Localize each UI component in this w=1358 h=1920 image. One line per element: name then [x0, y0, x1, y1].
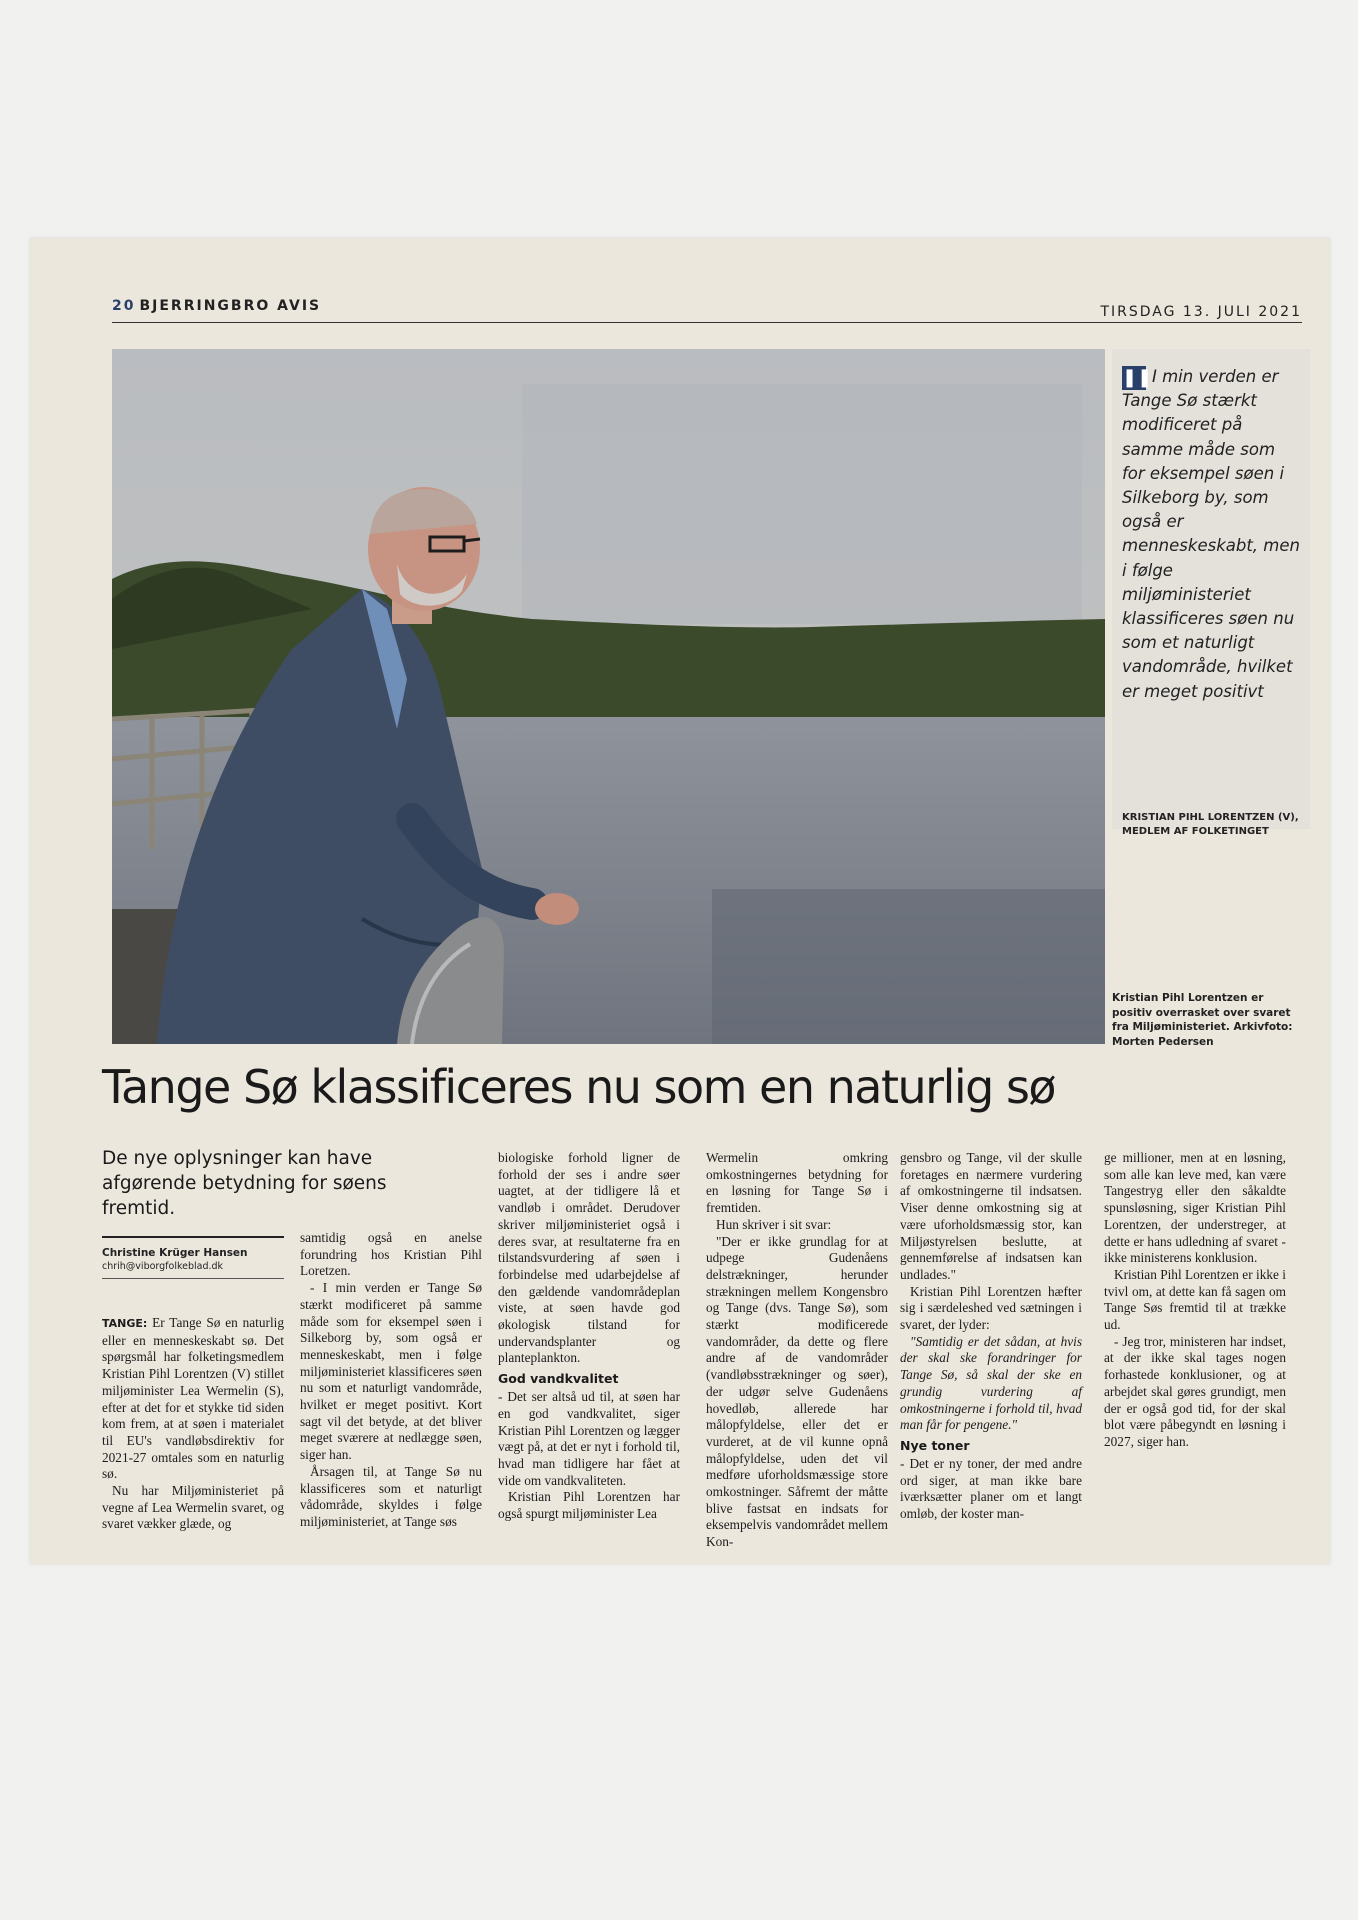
page-number: 20	[112, 298, 136, 314]
paragraph: Årsagen til, at Tange Sø nu klassificeres som et naturligt vådområde, skyldes i følge miljøministeriet, at Tange søs	[300, 1463, 482, 1529]
subheading: God vandkvalitet	[498, 1371, 619, 1387]
subheading: Nye toner	[900, 1437, 970, 1453]
body-column-6	[1104, 1150, 1286, 1451]
dateline: TANGE:	[102, 1317, 148, 1330]
body-column-3	[498, 1150, 680, 1523]
paragraph: Nu har Miljøministeriet på vegne af Lea Wermelin svaret, og svaret vækker glæde, og	[102, 1483, 284, 1532]
quote-mark-icon: ❚❚	[1122, 367, 1153, 388]
paragraph: biologiske forhold ligner de forhold der ses i andre søer uagtet, at der tidligere lå et vandløb i området. Derudover skriver miljøministeriet også i deres svar, at resultaterne fra en tilstandsvurdering af søen i forbindelse med udarbejdelse af den gældende vandområdeplan viste, at søen havde god økologisk tilstand for undervandsplanter og planteplankton.	[498, 1150, 680, 1366]
publication-name: BJERRINGBRO AVIS	[139, 298, 322, 314]
paragraph: gensbro og Tange, vil der skulle foretages en nærmere vurdering af omkostningerne til indsatsen. Viser denne omkostning sig at være uforholdsmæssig stor, kan Miljøstyrelsen beslutte, at gennemførelse af indsatsen kan undlades."	[900, 1150, 1082, 1282]
paragraph: Er Tange Sø en naturlig eller en menneskeskabt sø. Det spørgsmål har folketingsmedlem Kristian Pihl Lorentzen (V) stillet miljøminister Lea Wermelin (S), efter at det for et stykke tid siden kom frem, at at søen i materialet til EU's vandløbsdirektiv for 2021-27 omtales som en naturlig sø.	[102, 1315, 284, 1482]
paragraph: Kristian Pihl Lorentzen er ikke i tvivl om, at dette kan få sagen om Tange Søs fremtid til at trække ud.	[1104, 1266, 1286, 1333]
body-column-4	[706, 1150, 888, 1551]
paragraph: Kristian Pihl Lorentzen hæfter sig i særdeleshed ved sætningen i svaret, der lyder:	[900, 1283, 1082, 1333]
photo-caption: Kristian Pihl Lorentzen er positiv overrasket over svaret fra Miljøministeriet. Arkivfoto: Morten Pedersen	[1112, 992, 1293, 1048]
pull-quote-text: I min verden er Tange Sø stærkt modificeret på samme måde som for eksempel søen i Silkeborg by, som også er menneskeskabt, men i følge miljøministeriet klassificeres søen nu som et naturligt vandområde, hvilket er meget positivt	[1122, 367, 1300, 701]
paragraph: samtidig også en anelse forundring hos Kristian Pihl Loretzen.	[300, 1230, 482, 1279]
paragraph: "Der er ikke grundlag for at udpege Gudenåens delstrækninger, herunder strækningen mellem Kongensbro og Tange (dvs. Tange Sø), som stærkt modificerede vandområder, da dette og flere andre af de vandområder (vandløbsstrækninger og søer), der udgør selve Gudenåens hovedløb, allerede har målopfyldelse, eller det er vurderet, at de vil kunne opnå målopfyldelse, uden det vil medføre uforholdsmæssige store omkostninger. Såfremt der måtte blive fastsat en indsats for eksempelvis vandområdet mellem Kon-	[706, 1233, 888, 1550]
paragraph: - Det ser altså ud til, at søen har en god vandkvalitet, siger Kristian Pihl Lorentzen og lægger vægt på, at det er nyt i forhold til, hvad man tidligere har fået at vide om vandkvaliteten.	[498, 1389, 680, 1488]
paragraph: "Samtidig er det sådan, at hvis der skal ske forandringer for Tange Sø, så skal der ske en grundig vurdering af omkostningerne i forhold til, hvad man får for pengene."	[900, 1333, 1082, 1433]
page-header	[112, 298, 1302, 323]
paragraph: Kristian Pihl Lorentzen har også spurgt miljøminister Lea	[498, 1489, 680, 1522]
paragraph: Wermelin omkring omkostningernes betydning for en løsning for Tange Sø i fremtiden.	[706, 1150, 888, 1216]
newspaper-clipping	[30, 238, 1330, 1564]
author-name: Christine Krüger Hansen	[102, 1247, 248, 1259]
pull-quote-attribution: KRISTIAN PIHL LORENTZEN (V), MEDLEM AF FOLKETINGET	[1122, 812, 1299, 837]
paragraph: Hun skriver i sit svar:	[716, 1216, 832, 1232]
headline: Tange Sø klassificeres nu som en naturlig sø	[102, 1060, 1056, 1114]
issue-date: TIRSDAG 13. JULI 2021	[1100, 304, 1302, 320]
pull-quote	[1112, 349, 1310, 837]
paragraph: - I min verden er Tange Sø stærkt modificeret på samme måde som for eksempel søen i Silkeborg by, som også er menneskeskabt, men i følge miljøministeriet klassificeres søen nu som et naturligt vandområde, hvilket er meget positivt. Kort sagt vil det betyde, at det bliver meget sværere at nedlægge søen, siger han.	[300, 1280, 482, 1463]
author-email: chrih@viborgfolkeblad.dk	[102, 1261, 224, 1272]
body-column-2	[300, 1230, 482, 1531]
paragraph: ge millioner, men at en løsning, som alle kan leve med, kan være Tangestryg eller den såkaldte spunsløsning, siger Kristian Pihl Lorentzen, der understreger, at dette er hans udledning af svaret - ikke ministerens konklusion.	[1104, 1150, 1286, 1266]
lake-portrait-photo	[112, 349, 1105, 1044]
subheadline: De nye oplysninger kan have afgørende betydning for søens fremtid.	[102, 1148, 387, 1219]
article-photo	[112, 349, 1105, 1044]
byline	[102, 1236, 284, 1279]
body-column-1	[102, 1315, 284, 1533]
paragraph: - Jeg tror, ministeren har indset, at der ikke skal tages nogen forhastede konklusioner, og at arbejdet skal gøres grundigt, men der er også god tid, for der skal blot være påbegyndt en løsning i 2027, siger han.	[1104, 1333, 1286, 1449]
body-column-5	[900, 1150, 1082, 1523]
paragraph: - Det er ny toner, der med andre ord siger, at man ikke bare iværksætter planer om et langt omløb, der koster man-	[900, 1455, 1082, 1522]
